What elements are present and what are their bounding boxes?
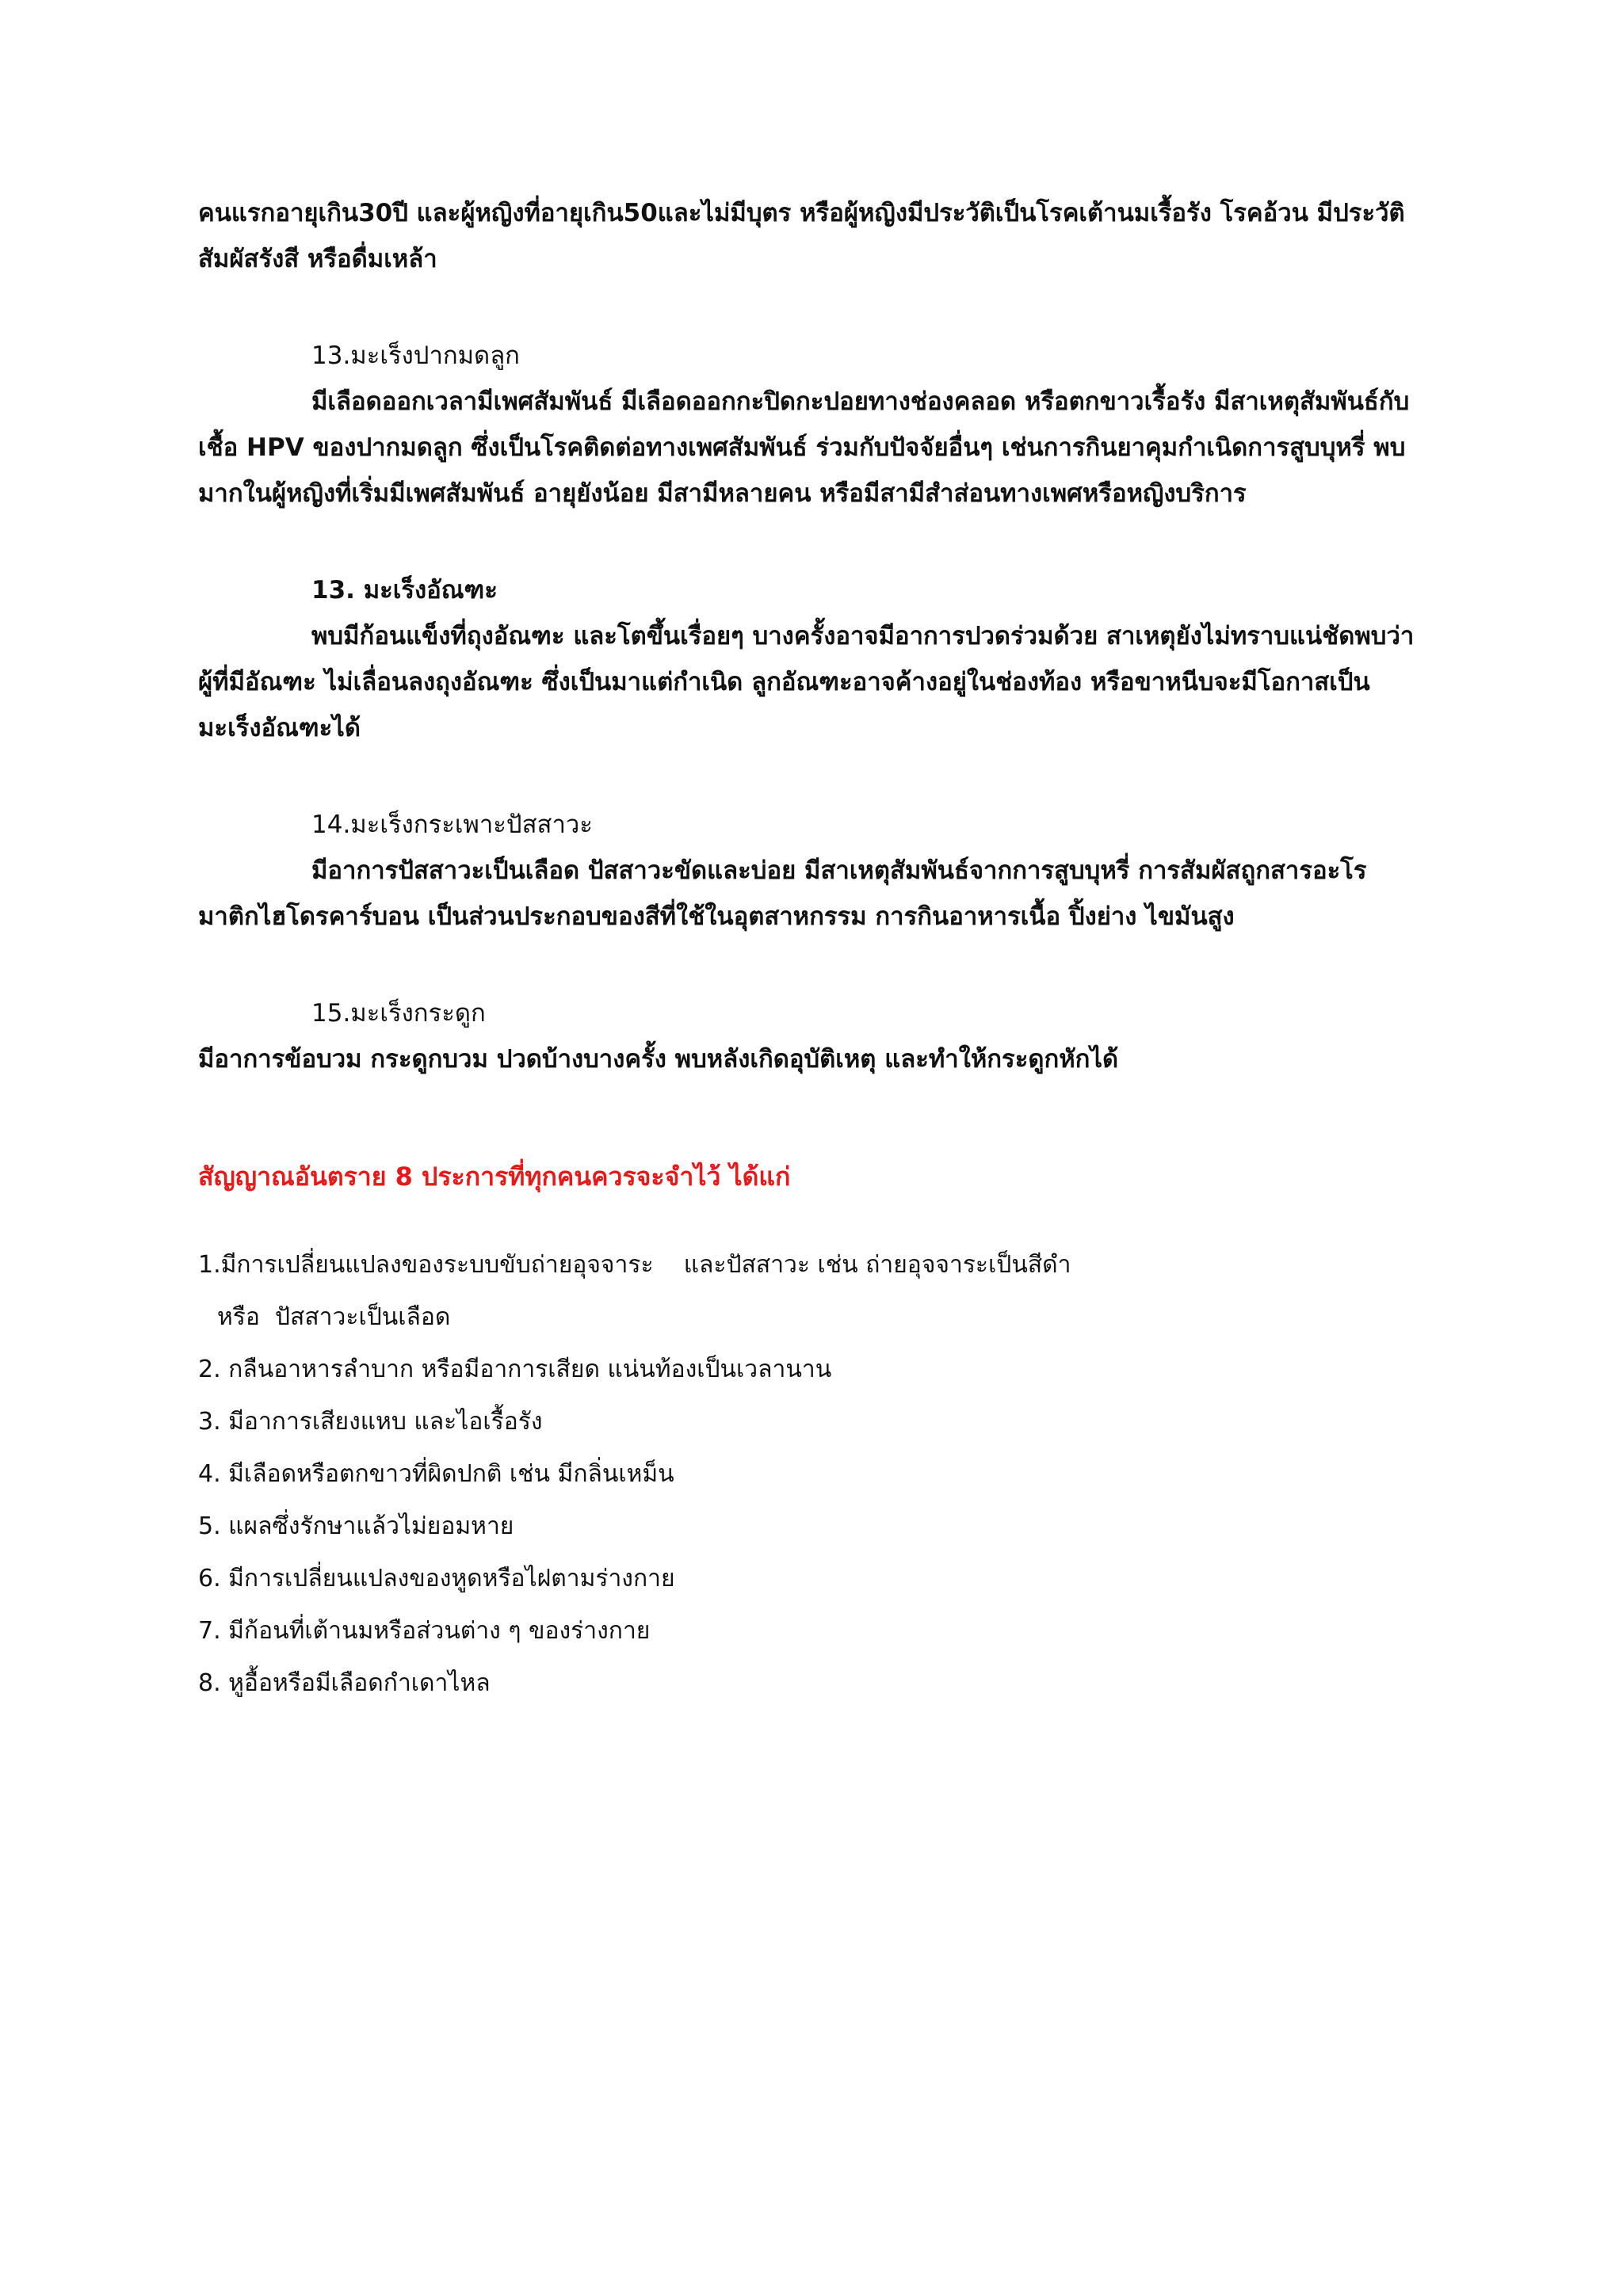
list-item: 3. มีอาการเสียงแหบ และไอเรื้อรัง	[198, 1408, 543, 1436]
section-heading: 13. มะเร็งอัณฑะ	[311, 576, 498, 605]
section-body: มีอาการปัสสาวะเป็นเลือด ปัสสาวะขัดและบ่อย มีสาเหตุสัมพันธ์จากการสูบบุหรี่ การสัมผัสถูกสารอะโรมาติกไฮโดรคาร์บอน เป็นส่วนประกอบของสีที่ใช้ในอุตสาหกรรม การกินอาหารเนื้อ ปิ้งย่าง ไขมันสูง	[198, 856, 1367, 931]
section-body: มีเลือดออกเวลามีเพศสัมพันธ์ มีเลือดออกกะปิดกะปอยทางช่องคลอด หรือตกขาวเรื้อรัง มีสาเหตุสัมพันธ์กับเชื้อ HPV ของปากมดลูก ซึ่งเป็นโรคติดต่อทางเพศสัมพันธ์ ร่วมกับปัจจัยอื่นๆ เช่นการกินยาคุมกำเนิดการสูบบุหรี่ พบมากในผู้หญิงที่เริ่มมีเพศสัมพันธ์ อายุยังน้อย มีสามีหลายคน หรือมีสามีสำส่อนทางเพศหรือหญิงบริการ	[198, 387, 1410, 508]
section-body: พบมีก้อนแข็งที่ถุงอัณฑะ และโตขึ้นเรื่อยๆ บางครั้งอาจมีอาการปวดร่วมด้วย สาเหตุยังไม่ทราบแน่ชัดพบว่าผู้ที่มีอัณฑะ ไม่เลื่อนลงถุงอัณฑะ ซึ่งเป็นมาแต่กำเนิด ลูกอัณฑะอาจค้างอยู่ในช่องท้อง หรือขาหนีบจะมีโอกาสเป็นมะเร็งอัณฑะได้	[198, 622, 1415, 742]
section-body: มีอาการข้อบวม กระดูกบวม ปวดบ้างบางครั้ง พบหลังเกิดอุบัติเหตุ และทำให้กระดูกหักได้	[198, 1045, 1119, 1074]
section-heading: 13.มะเร็งปากมดลูก	[311, 341, 520, 370]
danger-signs-title: สัญญาณอันตราย 8 ประการที่ทุกคนควรจะจำไว้ ได้แก่	[198, 1161, 791, 1192]
list-item: 6. มีการเปลี่ยนแปลงของหูดหรือไฝตามร่างกาย	[198, 1565, 675, 1592]
list-item-continuation: หรือ ปัสสาวะเป็นเลือด	[217, 1303, 451, 1331]
section-bladder-cancer	[198, 802, 1423, 940]
section-heading: 14.มะเร็งกระเพาะปัสสาวะ	[311, 810, 593, 839]
section-cervical-cancer	[198, 333, 1423, 517]
list-item: 4. มีเลือดหรือตกขาวที่ผิดปกติ เช่น มีกลิ่นเหม็น	[198, 1460, 674, 1488]
document-page	[198, 190, 1423, 1710]
danger-signs-list	[198, 1239, 1423, 1710]
section-heading: 15.มะเร็งกระดูก	[311, 999, 486, 1028]
section-bone-cancer	[198, 990, 1423, 1082]
list-item: 7. มีก้อนที่เต้านมหรือส่วนต่าง ๆ ของร่างกาย	[198, 1617, 651, 1645]
section-testicular-cancer	[198, 567, 1423, 751]
list-item: 1.มีการเปลี่ยนแปลงของระบบขับถ่ายอุจจาระ และปัสสาวะ เช่น ถ่ายอุจจาระเป็นสีดำ	[198, 1251, 1071, 1279]
list-item: 8. หูอื้อหรือมีเลือดกำเดาไหล	[198, 1669, 491, 1697]
list-item: 2. กลืนอาหารลำบาก หรือมีอาการเสียด แน่นท้องเป็นเวลานาน	[198, 1356, 832, 1383]
intro-paragraph: คนแรกอายุเกิน30ปี และผู้หญิงที่อายุเกิน50และไม่มีบุตร หรือผู้หญิงมีประวัติเป็นโรคเต้านมเรื้อรัง โรคอ้วน มีประวัติสัมผัสรังสี หรือดื่มเหล้า	[198, 199, 1405, 273]
list-item: 5. แผลซึ่งรักษาแล้วไม่ยอมหาย	[198, 1512, 514, 1540]
